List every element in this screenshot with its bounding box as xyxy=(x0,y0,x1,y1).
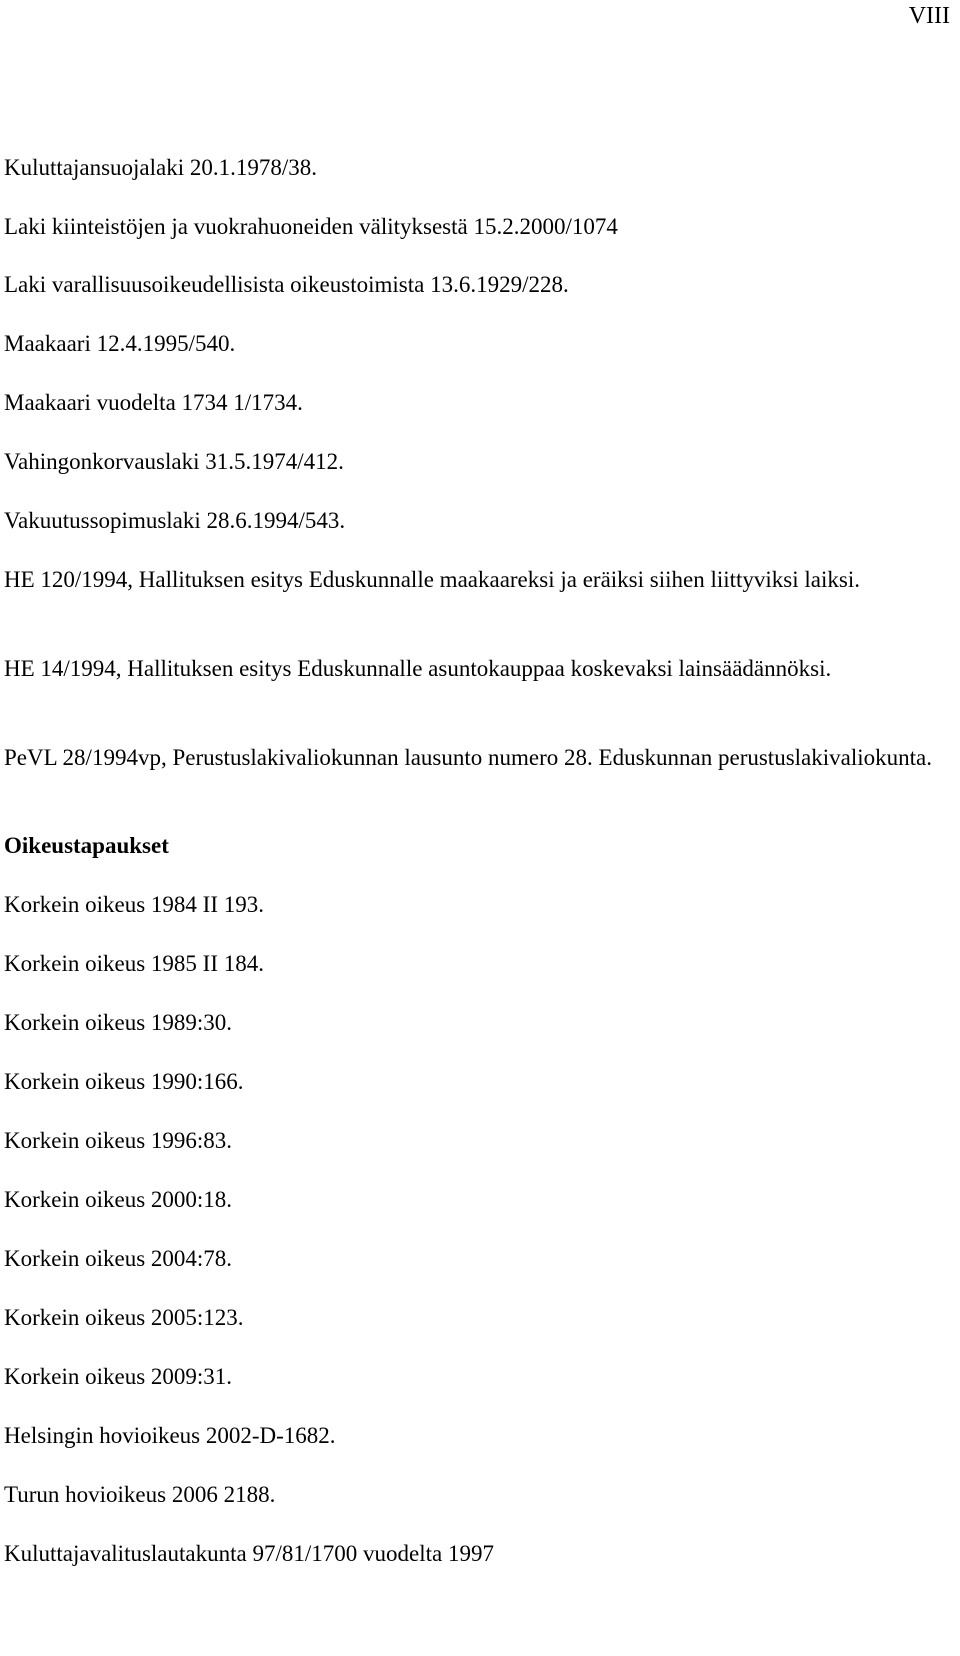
case-item: Turun hovioikeus 2006 2188. xyxy=(4,1482,276,1507)
law-item: Kuluttajansuojalaki 20.1.1978/38. xyxy=(4,155,318,180)
law-item: Maakaari vuodelta 1734 1/1734. xyxy=(4,390,303,415)
case-item: Korkein oikeus 2005:123. xyxy=(4,1305,244,1330)
law-item: Vakuutussopimuslaki 28.6.1994/543. xyxy=(4,508,346,533)
case-item: Korkein oikeus 1990:166. xyxy=(4,1069,244,1094)
case-item: Korkein oikeus 1985 II 184. xyxy=(4,951,264,976)
law-item: Maakaari 12.4.1995/540. xyxy=(4,331,236,356)
case-item: Korkein oikeus 2004:78. xyxy=(4,1246,233,1271)
section-heading-cases: Oikeustapaukset xyxy=(4,833,169,858)
document-item: HE 14/1994, Hallituksen esitys Eduskunnalle asuntokauppaa koskevaksi lainsäädännöksi. xyxy=(4,656,832,681)
law-item: Laki kiinteistöjen ja vuokrahuoneiden välityksestä 15.2.2000/1074 xyxy=(4,214,618,239)
case-item: Helsingin hovioikeus 2002-D-1682. xyxy=(4,1423,336,1448)
page-number: VIII xyxy=(908,3,950,29)
case-item: Korkein oikeus 1996:83. xyxy=(4,1128,233,1153)
law-item: Laki varallisuusoikeudellisista oikeustoimista 13.6.1929/228. xyxy=(4,272,569,297)
case-item: Korkein oikeus 1984 II 193. xyxy=(4,892,264,917)
document-item: HE 120/1994, Hallituksen esitys Eduskunnalle maakaareksi ja eräiksi siihen liittyviksi laiksi. xyxy=(4,567,860,592)
law-item: Vahingonkorvauslaki 31.5.1974/412. xyxy=(4,449,344,474)
case-item: Korkein oikeus 2000:18. xyxy=(4,1187,233,1212)
case-item: Korkein oikeus 2009:31. xyxy=(4,1364,233,1389)
case-item: Kuluttajavalituslautakunta 97/81/1700 vuodelta 1997 xyxy=(4,1541,494,1566)
case-item: Korkein oikeus 1989:30. xyxy=(4,1010,233,1035)
document-item: PeVL 28/1994vp, Perustuslakivaliokunnan lausunto numero 28. Eduskunnan perustuslakivaliokunta. xyxy=(4,745,932,770)
